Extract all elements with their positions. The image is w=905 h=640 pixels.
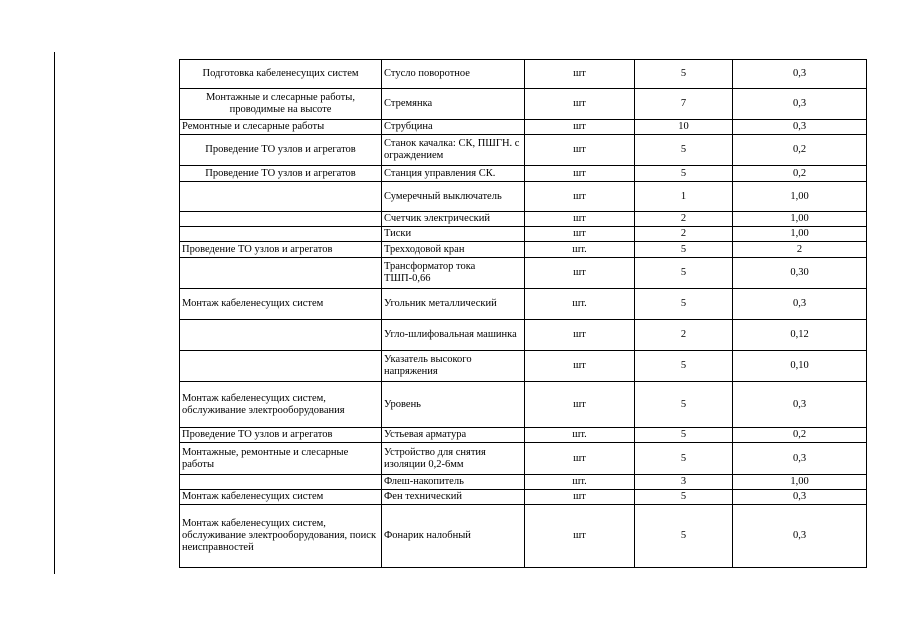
quantity-cell: 3 (635, 475, 733, 490)
quantity-cell: 5 (635, 60, 733, 89)
quantity-cell: 10 (635, 120, 733, 135)
work-type-cell (180, 212, 382, 227)
unit-cell: шт (525, 351, 635, 382)
quantity-cell: 5 (635, 428, 733, 443)
page-margin-line (54, 52, 55, 574)
value-cell: 1,00 (733, 227, 867, 242)
equipment-name-cell: Флеш-накопитель (382, 475, 525, 490)
table-row (180, 182, 867, 212)
table-row (180, 505, 867, 568)
work-type-cell: Монтажные, ремонтные и слесарные работы (180, 443, 382, 475)
quantity-cell: 5 (635, 351, 733, 382)
unit-cell: шт (525, 182, 635, 212)
table-row (180, 258, 867, 289)
table-row (180, 351, 867, 382)
unit-cell: шт (525, 505, 635, 568)
equipment-name-cell: Уровень (382, 382, 525, 428)
equipment-name-cell: Струбцина (382, 120, 525, 135)
quantity-cell: 5 (635, 382, 733, 428)
table-row (180, 212, 867, 227)
unit-cell: шт (525, 382, 635, 428)
table-row (180, 120, 867, 135)
equipment-name-cell: Устьевая арматура (382, 428, 525, 443)
unit-cell: шт (525, 120, 635, 135)
work-type-cell: Ремонтные и слесарные работы (180, 120, 382, 135)
equipment-name-cell: Станок качалка: СК, ПШГН. с ограждением (382, 135, 525, 166)
table-row (180, 289, 867, 320)
work-type-cell: Проведение ТО узлов и агрегатов (180, 166, 382, 182)
quantity-cell: 5 (635, 166, 733, 182)
equipment-table (179, 59, 867, 568)
equipment-name-cell: Угло-шлифовальная машинка (382, 320, 525, 351)
work-type-cell (180, 475, 382, 490)
table-row (180, 89, 867, 120)
value-cell: 0,2 (733, 166, 867, 182)
equipment-name-cell: Тиски (382, 227, 525, 242)
unit-cell: шт (525, 60, 635, 89)
value-cell: 0,2 (733, 428, 867, 443)
value-cell: 0,10 (733, 351, 867, 382)
unit-cell: шт (525, 212, 635, 227)
table-row (180, 60, 867, 89)
work-type-cell (180, 258, 382, 289)
table-row (180, 475, 867, 490)
equipment-name-cell: Устройство для снятия изоляции 0,2-6мм (382, 443, 525, 475)
equipment-name-cell: Угольник металлический (382, 289, 525, 320)
value-cell: 0,3 (733, 89, 867, 120)
work-type-cell (180, 227, 382, 242)
quantity-cell: 5 (635, 505, 733, 568)
table-row (180, 320, 867, 351)
equipment-name-cell: Счетчик электрический (382, 212, 525, 227)
value-cell: 0,3 (733, 443, 867, 475)
quantity-cell: 2 (635, 212, 733, 227)
quantity-cell: 5 (635, 443, 733, 475)
work-type-cell: Монтаж кабеленесущих систем (180, 490, 382, 505)
value-cell: 0,3 (733, 382, 867, 428)
table-row (180, 443, 867, 475)
table-row (180, 382, 867, 428)
unit-cell: шт (525, 490, 635, 505)
work-type-cell (180, 320, 382, 351)
value-cell: 0,3 (733, 505, 867, 568)
equipment-name-cell: Фен технический (382, 490, 525, 505)
value-cell: 0,2 (733, 135, 867, 166)
work-type-cell: Монтаж кабеленесущих систем (180, 289, 382, 320)
quantity-cell: 2 (635, 227, 733, 242)
value-cell: 0,3 (733, 289, 867, 320)
work-type-cell: Проведение ТО узлов и агрегатов (180, 242, 382, 258)
equipment-name-cell: Фонарик налобный (382, 505, 525, 568)
quantity-cell: 5 (635, 135, 733, 166)
equipment-name-cell: Указатель высокого напряжения (382, 351, 525, 382)
unit-cell: шт (525, 443, 635, 475)
work-type-cell: Монтаж кабеленесущих систем, обслуживание электрооборудования, поиск неисправностей (180, 505, 382, 568)
unit-cell: шт. (525, 428, 635, 443)
value-cell: 0,3 (733, 120, 867, 135)
value-cell: 1,00 (733, 182, 867, 212)
value-cell: 1,00 (733, 212, 867, 227)
table-row (180, 428, 867, 443)
unit-cell: шт (525, 227, 635, 242)
value-cell: 0,3 (733, 60, 867, 89)
quantity-cell: 5 (635, 490, 733, 505)
value-cell: 1,00 (733, 475, 867, 490)
quantity-cell: 5 (635, 289, 733, 320)
unit-cell: шт (525, 89, 635, 120)
table-row (180, 166, 867, 182)
table-row (180, 242, 867, 258)
equipment-name-cell: Стусло поворотное (382, 60, 525, 89)
table-row (180, 490, 867, 505)
value-cell: 0,3 (733, 490, 867, 505)
equipment-name-cell: Станция управления СК. (382, 166, 525, 182)
equipment-name-cell: Трансформатор тока ТШП-0,66 (382, 258, 525, 289)
equipment-name-cell: Трехходовой кран (382, 242, 525, 258)
unit-cell: шт (525, 258, 635, 289)
equipment-name-cell: Сумеречный выключатель (382, 182, 525, 212)
value-cell: 0,30 (733, 258, 867, 289)
work-type-cell: Монтажные и слесарные работы, проводимые на высоте (180, 89, 382, 120)
work-type-cell (180, 351, 382, 382)
unit-cell: шт. (525, 289, 635, 320)
table-row (180, 135, 867, 166)
unit-cell: шт (525, 135, 635, 166)
quantity-cell: 5 (635, 258, 733, 289)
quantity-cell: 7 (635, 89, 733, 120)
work-type-cell: Подготовка кабеленесущих систем (180, 60, 382, 89)
table-row (180, 227, 867, 242)
equipment-name-cell: Стремянка (382, 89, 525, 120)
value-cell: 0,12 (733, 320, 867, 351)
work-type-cell (180, 182, 382, 212)
quantity-cell: 1 (635, 182, 733, 212)
quantity-cell: 5 (635, 242, 733, 258)
quantity-cell: 2 (635, 320, 733, 351)
work-type-cell: Проведение ТО узлов и агрегатов (180, 428, 382, 443)
unit-cell: шт. (525, 475, 635, 490)
unit-cell: шт (525, 320, 635, 351)
value-cell: 2 (733, 242, 867, 258)
unit-cell: шт (525, 166, 635, 182)
unit-cell: шт. (525, 242, 635, 258)
work-type-cell: Проведение ТО узлов и агрегатов (180, 135, 382, 166)
work-type-cell: Монтаж кабеленесущих систем, обслуживание электрооборудования (180, 382, 382, 428)
